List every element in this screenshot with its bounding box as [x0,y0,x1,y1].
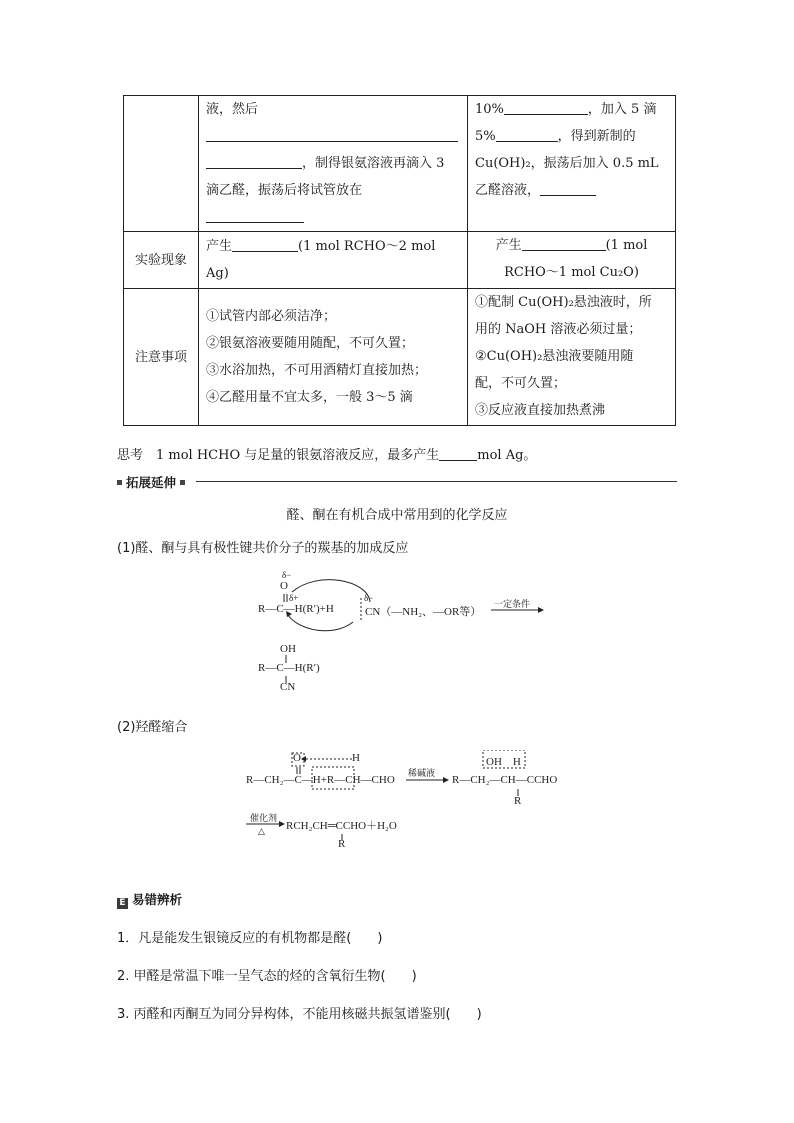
reaction-2-r: R [514,795,522,807]
copper-note: ③反应液直接加热煮沸 [475,403,606,418]
think-question [117,444,536,463]
answer-blank[interactable] [540,179,596,196]
section-divider [196,481,677,482]
copper-note: ①配制 Cu(OH)₂悬浊液时，所 [475,295,652,310]
alpha-h: H [352,752,360,764]
reaction-2-condition: 稀碱液 [408,768,436,778]
answer-blank[interactable] [206,125,458,142]
copper-proc-text: ，得到新制的 [557,129,636,144]
answer-blank[interactable] [504,98,588,115]
reaction-2-left: R—CH₂—C—H+R—CH—CHO [246,774,395,786]
notes-row [124,289,676,426]
error-section-icon: E [117,898,128,909]
heat-label: △ [258,826,265,836]
think-unit: mol Ag。 [477,448,537,463]
silver-note: ④乙醛用量不宜太多，一般 3～5 滴 [206,390,413,405]
copper-note: 配，不可久置； [475,376,567,391]
product-main: R—C—H(R′) [258,662,320,674]
errors-header [117,890,182,909]
reaction-2-final: RCH₂CH═CCHO＋H₂O [286,820,397,832]
copper-proc-text: 5% [475,129,496,144]
reaction-1 [258,570,558,700]
answer-blank[interactable] [496,125,558,142]
copper-phenomenon-text: 产生 [495,238,522,253]
product-oh: OH [280,643,296,655]
phenomenon-row [124,232,676,289]
silver-note: ②银氨溶液要随用随配，不可久置； [206,336,415,351]
reaction-1-arrows [258,570,558,700]
reaction-2-right: R—CH₂—CH—CCHO [452,774,558,786]
experiment-table [123,95,676,426]
copper-proc-text: 10% [475,102,504,117]
extension-header [117,473,677,489]
paragraph-2: (2)羟醛缩合 [117,720,188,735]
carbonyl-o: O [293,752,301,764]
silver-proc-line-2: ，制得银氨溶液再滴入 3 [302,156,445,171]
phenomenon-label: 实验现象 [124,232,199,289]
answer-blank[interactable] [232,235,298,252]
answer-blank[interactable] [439,444,477,461]
extension-title: 醛、酮在有机合成中常用到的化学反应 [286,508,508,523]
silver-proc-line-3: 滴乙醛，振荡后将试管放在 [206,183,363,198]
copper-notes-cell [468,289,676,426]
copper-proc-line-3: Cu(OH)₂，振荡后加入 0.5 mL [475,156,659,171]
think-text: 思考 1 mol HCHO 与足量的银氨溶液反应，最多产生 [117,448,440,463]
notes-label: 注意事项 [124,289,199,426]
copper-phenomenon-cell [468,232,676,289]
square-bullet-icon [180,480,185,485]
error-item[interactable]: 1．凡是能发生银镜反应的有机物都是醛( ) [117,931,383,946]
delta-plus: δ+ [289,593,299,603]
copper-note: 用的 NaOH 溶液必须过量； [475,322,642,337]
error-item[interactable]: 3. 丙醛和丙酮互为同分异构体，不能用核磁共振氢谱鉴别( ) [117,1007,482,1022]
reaction-2-oh-h: OH H [486,756,521,768]
catalyst-label: 催化剂 [250,813,278,823]
answer-blank[interactable] [206,206,304,223]
reaction-1-right: CN（—NH₂、—OR等） [365,606,482,618]
delta-minus-2: δ− [364,593,374,603]
procedure-row [124,96,676,232]
copper-phenomenon-ratio: (1 mol [605,238,648,253]
errors-label: 易错辨析 [132,892,183,907]
answer-blank[interactable] [522,234,606,251]
square-bullet-icon [117,480,122,485]
reaction-2-final-r: R [338,838,346,850]
product-cn: CN [280,681,296,693]
copper-phenomenon-ratio-2: RCHO～1 mol Cu₂O) [504,265,639,280]
copper-proc-line-4: 乙醛溶液， [475,183,541,198]
silver-phenomenon-ratio: (1 mol RCHO～2 mol Ag) [206,239,436,281]
extension-label: 拓展延伸 [126,475,177,490]
delta-minus: δ− [282,570,292,580]
silver-phenomenon-text: 产生 [206,239,233,254]
copper-note: ②Cu(OH)₂悬浊液要随用随 [475,349,634,364]
silver-note: ③水浴加热，不可用酒精灯直接加热； [206,363,428,378]
silver-phenomenon-cell [199,232,468,289]
reaction-1-condition: 一定条件 [494,599,531,609]
silver-note: ①试管内部必须洁净； [206,309,337,324]
answer-blank[interactable] [206,152,302,169]
procedure-label-cell [124,96,199,232]
silver-procedure-cell [199,96,468,232]
silver-notes-cell [199,289,468,426]
silver-proc-line-1: 液，然后 [206,102,259,117]
copper-procedure-cell [468,96,676,232]
copper-proc-text: ，加入 5 滴 [587,102,657,117]
error-item[interactable]: 2. 甲醛是常温下唯一呈气态的烃的含氧衍生物( ) [117,969,417,984]
paragraph-1: (1)醛、酮与具有极性键共价分子的羰基的加成反应 [117,541,409,556]
oxygen-atom: O [280,580,288,592]
reaction-1-left: R—C—H(R′)+H [258,603,334,615]
reaction-2 [246,750,566,855]
